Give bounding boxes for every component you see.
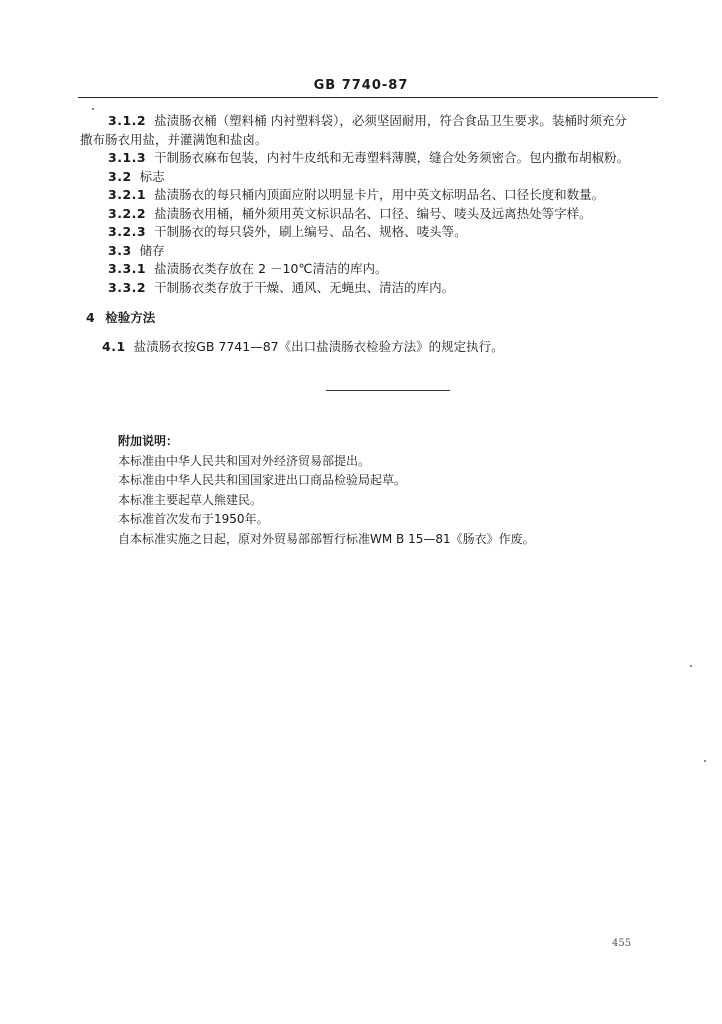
clause-text-continued: 撒布肠衣用盐，并灌满饱和盐卤。: [80, 131, 268, 147]
clause-number: 3.2.3: [108, 224, 147, 239]
clause-text: 标志: [139, 168, 165, 184]
section-title: 检验方法: [105, 310, 156, 325]
clause-3-2-2: [80, 205, 660, 224]
notes-line: 本标准主要起草人熊建民。: [118, 492, 263, 507]
clause-text: 干制肠衣麻布包装，内衬牛皮纸和无毒塑料薄膜，缝合处务须密合。包内撒布胡椒粉。: [154, 150, 630, 165]
clause-number: 3.2.2: [108, 205, 147, 221]
end-divider: [326, 390, 450, 391]
clause-number: 3.1.2: [108, 113, 147, 128]
clause-text: 盐渍肠衣类存放在 2 －10℃清洁的库内。: [154, 261, 388, 276]
scan-speck: [704, 760, 706, 762]
clause-text: 盐渍肠衣按GB 7741—87《出口盐渍肠衣检验方法》的规定执行。: [133, 338, 504, 354]
clause-3-1-2: [80, 112, 660, 131]
clause-3-3-2: [80, 279, 660, 298]
notes-line: 本标准由中华人民共和国对外经济贸易部提出。: [118, 453, 371, 468]
header-rule: [78, 97, 658, 98]
additional-notes: [118, 432, 658, 549]
clause-number: 3.1.3: [108, 150, 147, 165]
clause-text: 储存: [139, 242, 165, 258]
section-number: 4: [86, 310, 96, 325]
notes-heading: 附加说明：: [118, 434, 179, 448]
clause-3-1-3: [80, 149, 660, 168]
section-4-heading: [80, 309, 660, 328]
clause-3-2-3: [80, 223, 660, 242]
standard-code-header: GB 7740-87: [313, 78, 409, 93]
clause-number: 3.3.2: [108, 279, 147, 295]
clause-text: 盐渍肠衣用桶，桶外须用英文标识品名、口径、编号、唛头及远离热处等字样。: [154, 205, 592, 221]
page-number: 455: [612, 938, 632, 949]
clause-number: 3.2.1: [108, 187, 147, 202]
clause-text: 盐渍肠衣的每只桶内顶面应附以明显卡片，用中英文标明品名、口径长度和数量。: [154, 187, 605, 202]
clause-3-2-1: [80, 186, 660, 205]
scan-speck: [92, 108, 94, 110]
clause-number: 3.3.1: [108, 261, 147, 276]
clause-number: 4.1: [102, 338, 126, 354]
clause-3-3-1: [80, 260, 660, 279]
clause-3-2: [80, 168, 660, 187]
clause-text: 干制肠衣的每只袋外，刷上编号、品名、规格、唛头等。: [154, 224, 467, 239]
scan-speck: [690, 665, 692, 667]
clause-number: 3.3: [108, 242, 132, 258]
notes-line: 本标准首次发布于1950年。: [118, 512, 269, 526]
notes-line: 自本标准实施之日起，原对外贸易部部暂行标准WM B 15—81《肠衣》作废。: [118, 531, 535, 546]
notes-line: 本标准由中华人民共和国国家进出口商品检验局起草。: [118, 473, 407, 487]
clause-3-3: [80, 242, 660, 261]
clause-3-1-2-continued: [80, 131, 660, 150]
clause-number: 3.2: [108, 168, 132, 184]
clause-4-1: [80, 338, 660, 357]
clause-text: 干制肠衣类存放于干燥、通风、无蝇虫、清洁的库内。: [154, 279, 455, 295]
clause-text: 盐渍肠衣桶（塑料桶 内衬塑料袋），必须坚固耐用，符合食品卫生要求。装桶时须充分: [154, 113, 627, 128]
standard-body: [80, 112, 660, 356]
